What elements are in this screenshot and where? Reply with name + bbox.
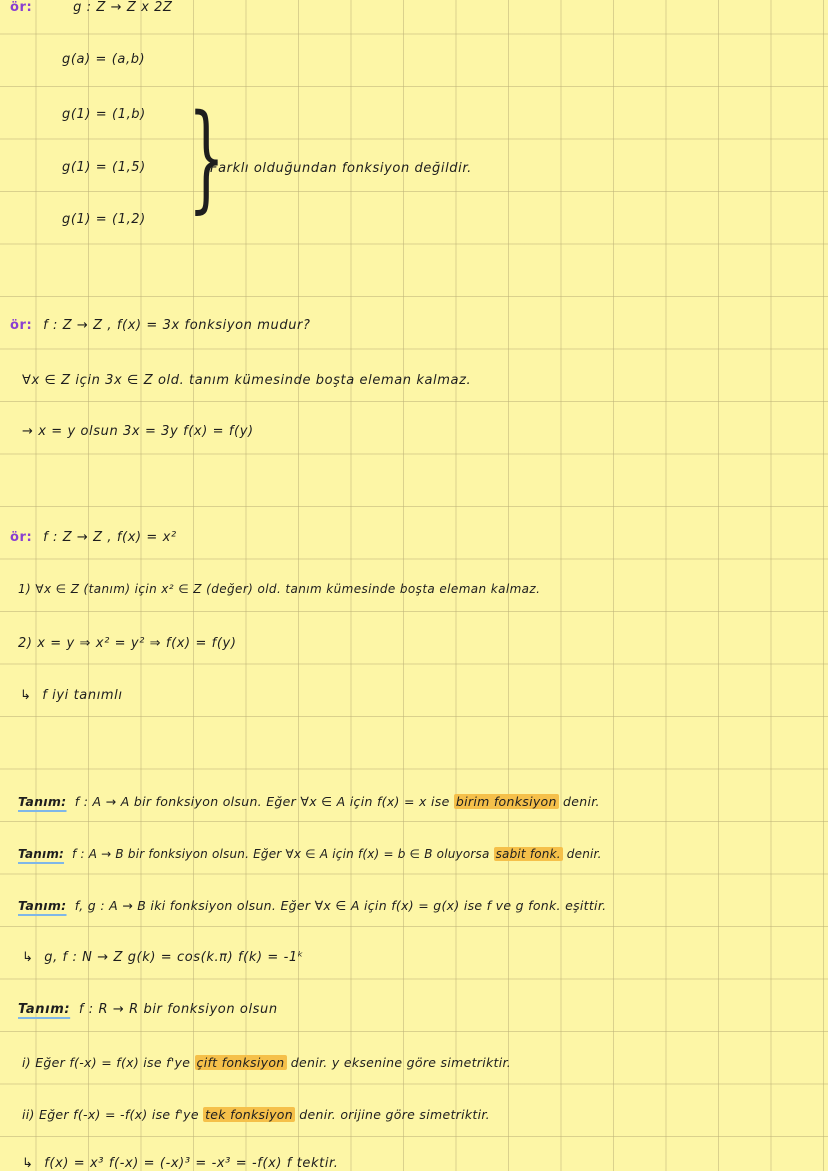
example-label: ör:	[10, 530, 33, 545]
definition-text: denir.	[563, 794, 600, 809]
example-label: ör:	[10, 0, 33, 15]
definition-text: denir. orijine göre simetriktir.	[299, 1107, 490, 1122]
highlight-term: birim fonksiyon	[455, 794, 557, 809]
example-2-question	[10, 318, 310, 333]
definition-label: Tanım:	[18, 1002, 71, 1017]
hook-arrow-icon: ↳	[22, 950, 34, 965]
definition-text: i) Eğer f(-x) = f(x) ise f'ye	[22, 1055, 191, 1070]
example-text: f(x) = x³ f(-x) = (-x)³ = -x³ = -f(x) f tektir.	[44, 1156, 339, 1171]
definition-text: denir.	[566, 847, 602, 861]
definition-example	[22, 950, 304, 965]
definition-label: Tanım:	[18, 794, 67, 809]
function-definition: g : Z → Z x 2Z	[73, 0, 173, 15]
hook-arrow-icon: ↳	[22, 1156, 34, 1171]
example-text: g, f : N → Z g(k) = cos(k.π) f(k) = -1ᵏ	[44, 950, 304, 965]
example-3-question	[10, 530, 177, 545]
odd-function-example	[22, 1156, 339, 1171]
definition-real	[18, 1002, 278, 1017]
equation-line: g(1) = (1,5)	[62, 160, 146, 175]
equation-line: g(a) = (a,b)	[62, 52, 146, 67]
solution-line: 1) ∀x ∈ Z (tanım) için x² ∈ Z (değer) old. tanım kümesinde boşta eleman kalmaz.	[18, 582, 541, 596]
solution-line: ∀x ∈ Z için 3x ∈ Z old. tanım kümesinde boşta eleman kalmaz.	[22, 373, 472, 388]
question-text: f : Z → Z , f(x) = 3x fonksiyon mudur?	[43, 318, 311, 333]
solution-line: → x = y olsun 3x = 3y f(x) = f(y)	[22, 424, 254, 439]
example-label: ör:	[10, 318, 33, 333]
conclusion-line	[20, 688, 123, 703]
conclusion-text: f iyi tanımlı	[42, 688, 123, 703]
question-text: f : Z → Z , f(x) = x²	[43, 530, 177, 545]
even-function-line	[22, 1055, 511, 1070]
example-1-note: Farklı olduğundan fonksiyon değildir.	[210, 161, 472, 176]
highlight-term: tek fonksiyon	[205, 1107, 293, 1122]
definition-equal	[18, 898, 606, 913]
definition-text: denir. y eksenine göre simetriktir.	[290, 1055, 512, 1070]
definition-text: f : A → B bir fonksiyon olsun. Eğer ∀x ∈ A için f(x) = b ∈ B oluyorsa	[72, 847, 490, 861]
hook-arrow-icon: ↳	[20, 688, 32, 703]
definition-text: f : A → A bir fonksiyon olsun. Eğer ∀x ∈ A için f(x) = x ise	[74, 794, 450, 809]
definition-label: Tanım:	[18, 847, 65, 861]
equation-line: g(1) = (1,b)	[62, 107, 146, 122]
definition-text: ii) Eğer f(-x) = -f(x) ise f'ye	[22, 1107, 199, 1122]
solution-line: 2) x = y ⇒ x² = y² ⇒ f(x) = f(y)	[18, 636, 237, 651]
definition-text: f : R → R bir fonksiyon olsun	[78, 1002, 278, 1017]
definition-identity	[18, 794, 600, 809]
right-brace: }	[188, 90, 225, 225]
highlight-term: sabit fonk.	[495, 847, 561, 861]
example-1-header	[10, 0, 172, 15]
equation-line: g(1) = (1,2)	[62, 212, 146, 227]
odd-function-line	[22, 1107, 490, 1122]
definition-text: f, g : A → B iki fonksiyon olsun. Eğer ∀x ∈ A için f(x) = g(x) ise f ve g fonk. eşittir.	[74, 898, 607, 913]
definition-label: Tanım:	[18, 898, 67, 913]
highlight-term: çift fonksiyon	[196, 1055, 285, 1070]
definition-constant	[18, 847, 602, 861]
